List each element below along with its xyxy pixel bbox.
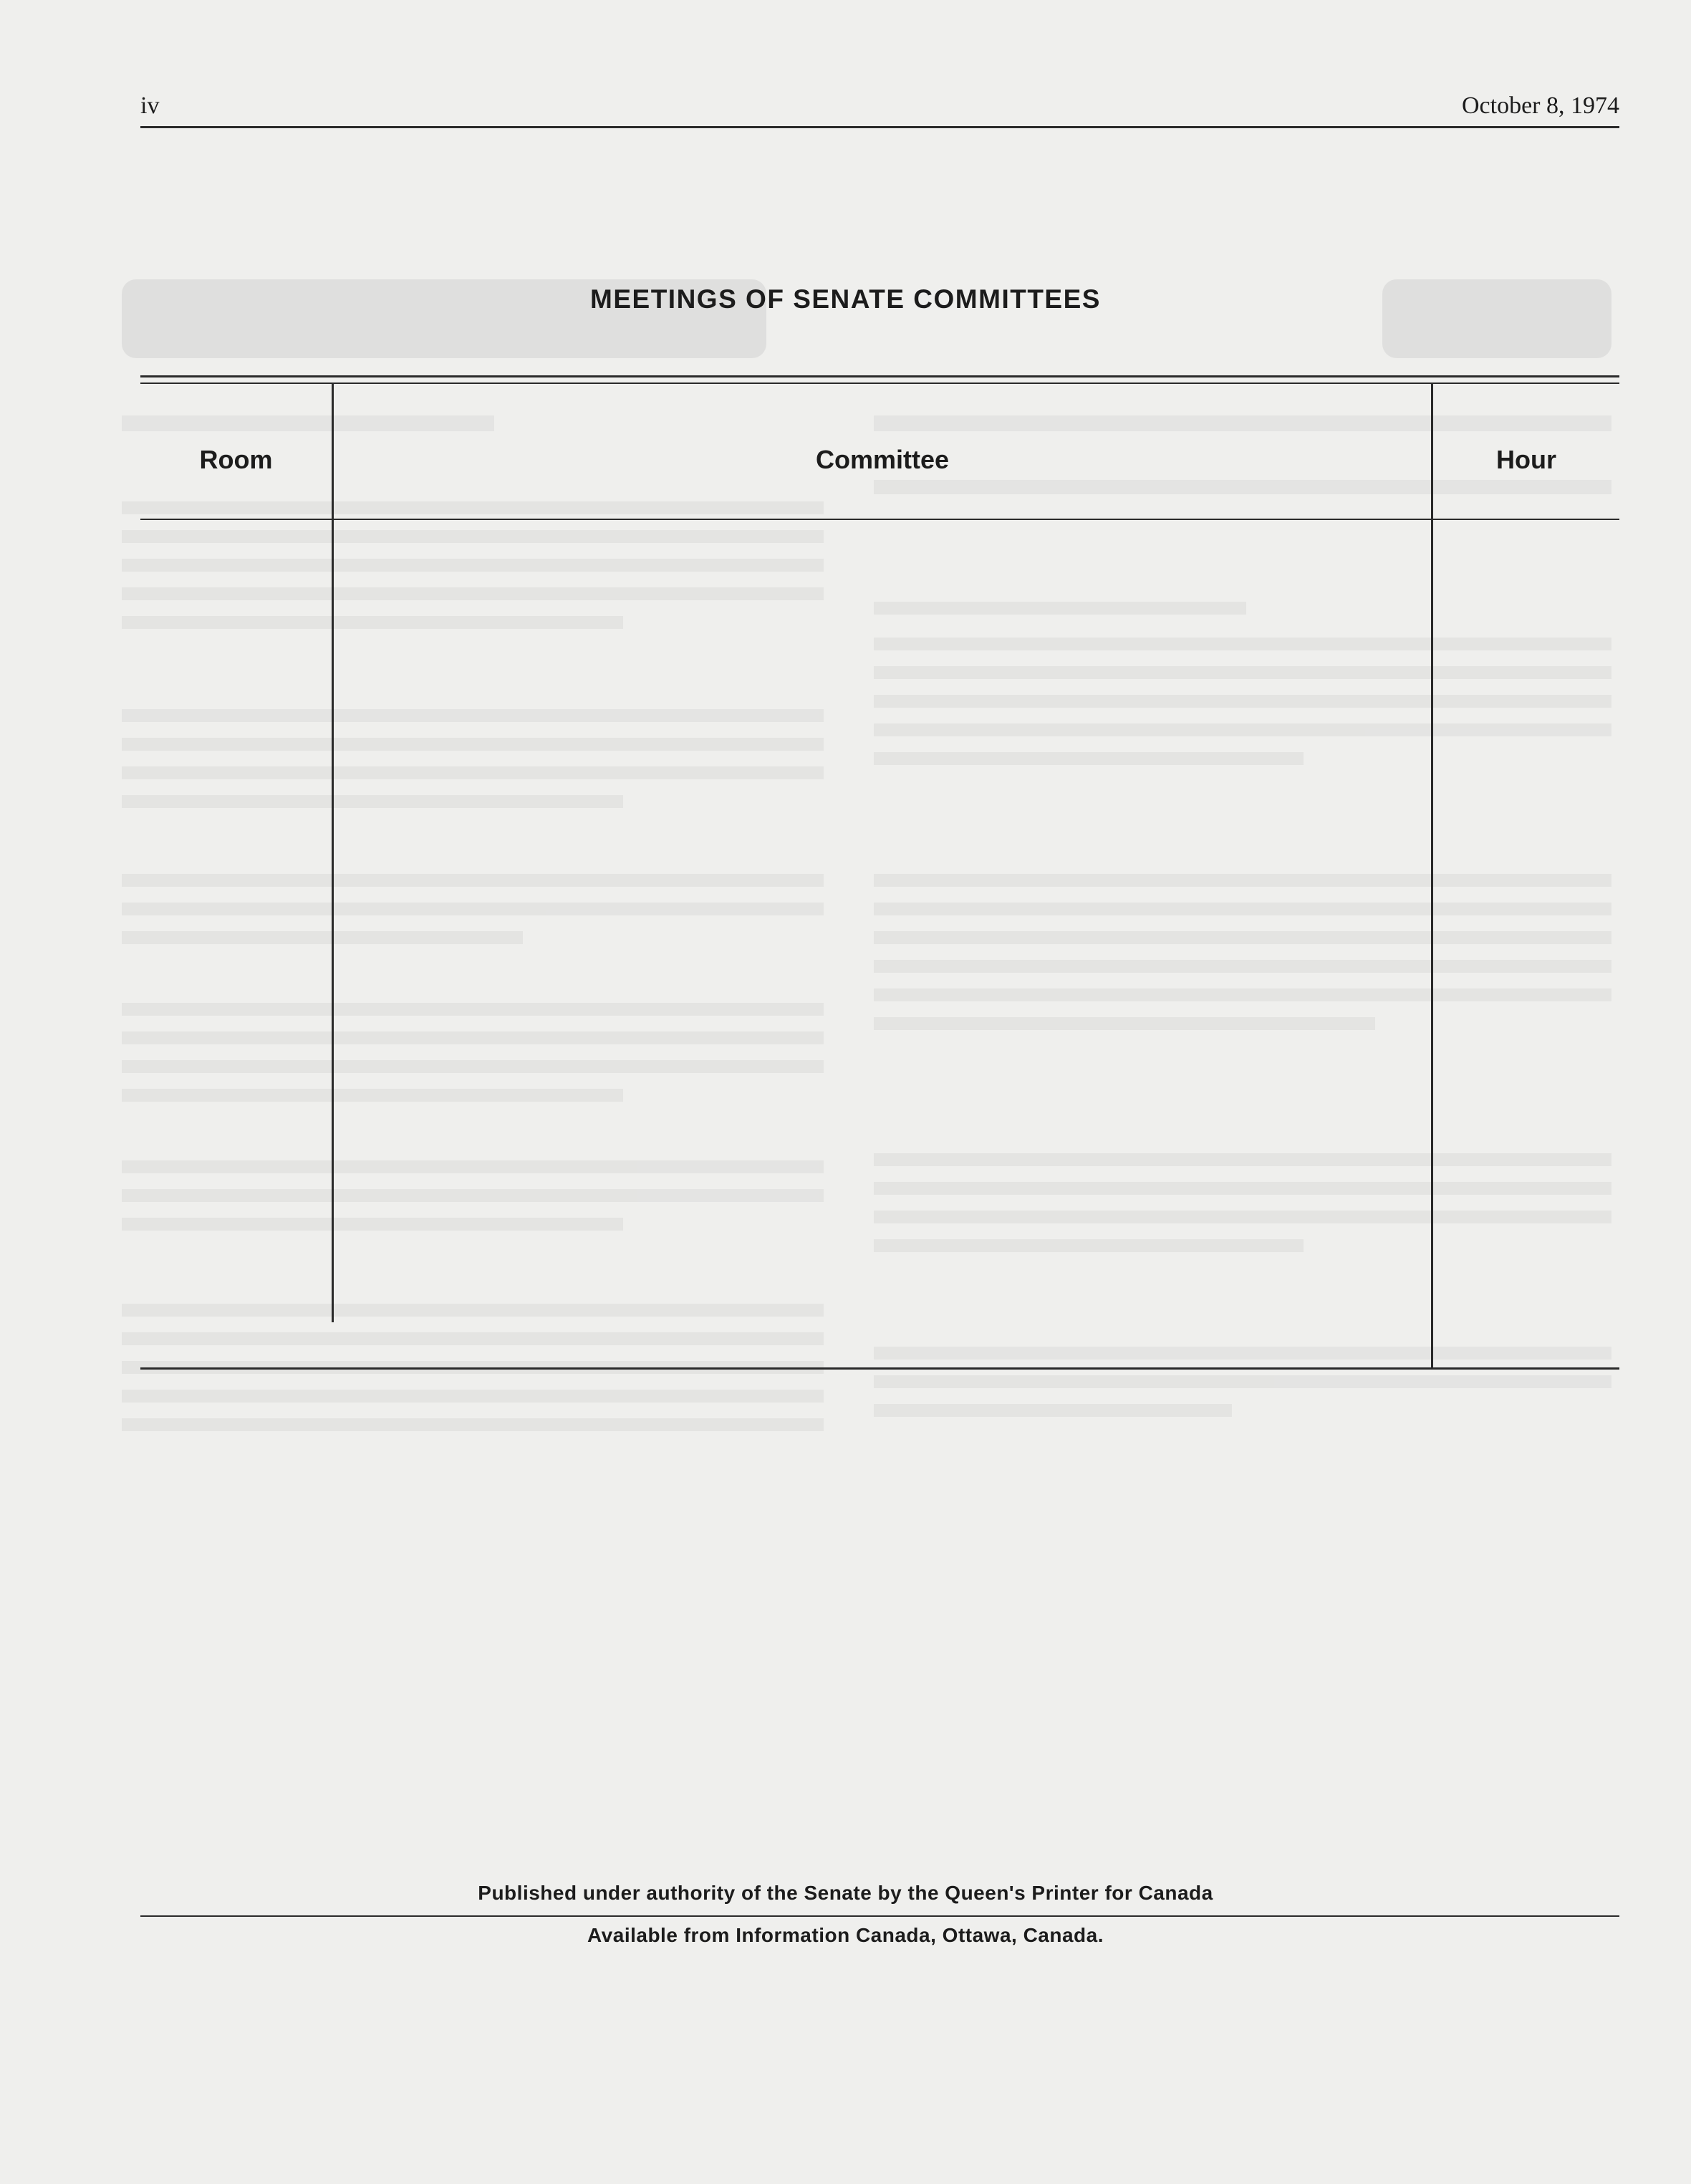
page-date: October 8, 1974 [1461, 92, 1619, 119]
page-number: iv [140, 92, 160, 119]
table-top-rule [140, 375, 1619, 377]
page-title: MEETINGS OF SENATE COMMITTEES [590, 284, 1101, 314]
availability-notice: Available from Information Canada, Ottawa, Canada. [587, 1924, 1104, 1946]
column-divider-room-committee [332, 384, 334, 1322]
column-header-room: Room [199, 445, 273, 474]
column-header-hour: Hour [1496, 445, 1556, 474]
footer-rule [140, 1915, 1619, 1917]
column-divider-committee-hour [1431, 384, 1433, 1369]
header-rule [140, 126, 1619, 128]
column-header-committee: Committee [815, 445, 950, 474]
committee-header-rule [334, 519, 1431, 520]
room-header-rule [140, 519, 332, 520]
publisher-notice: Published under authority of the Senate by the Queen's Printer for Canada [478, 1882, 1213, 1904]
hour-header-rule [1433, 519, 1619, 520]
table-top-rule-inner [140, 383, 1619, 384]
table-bottom-rule [140, 1367, 1619, 1370]
